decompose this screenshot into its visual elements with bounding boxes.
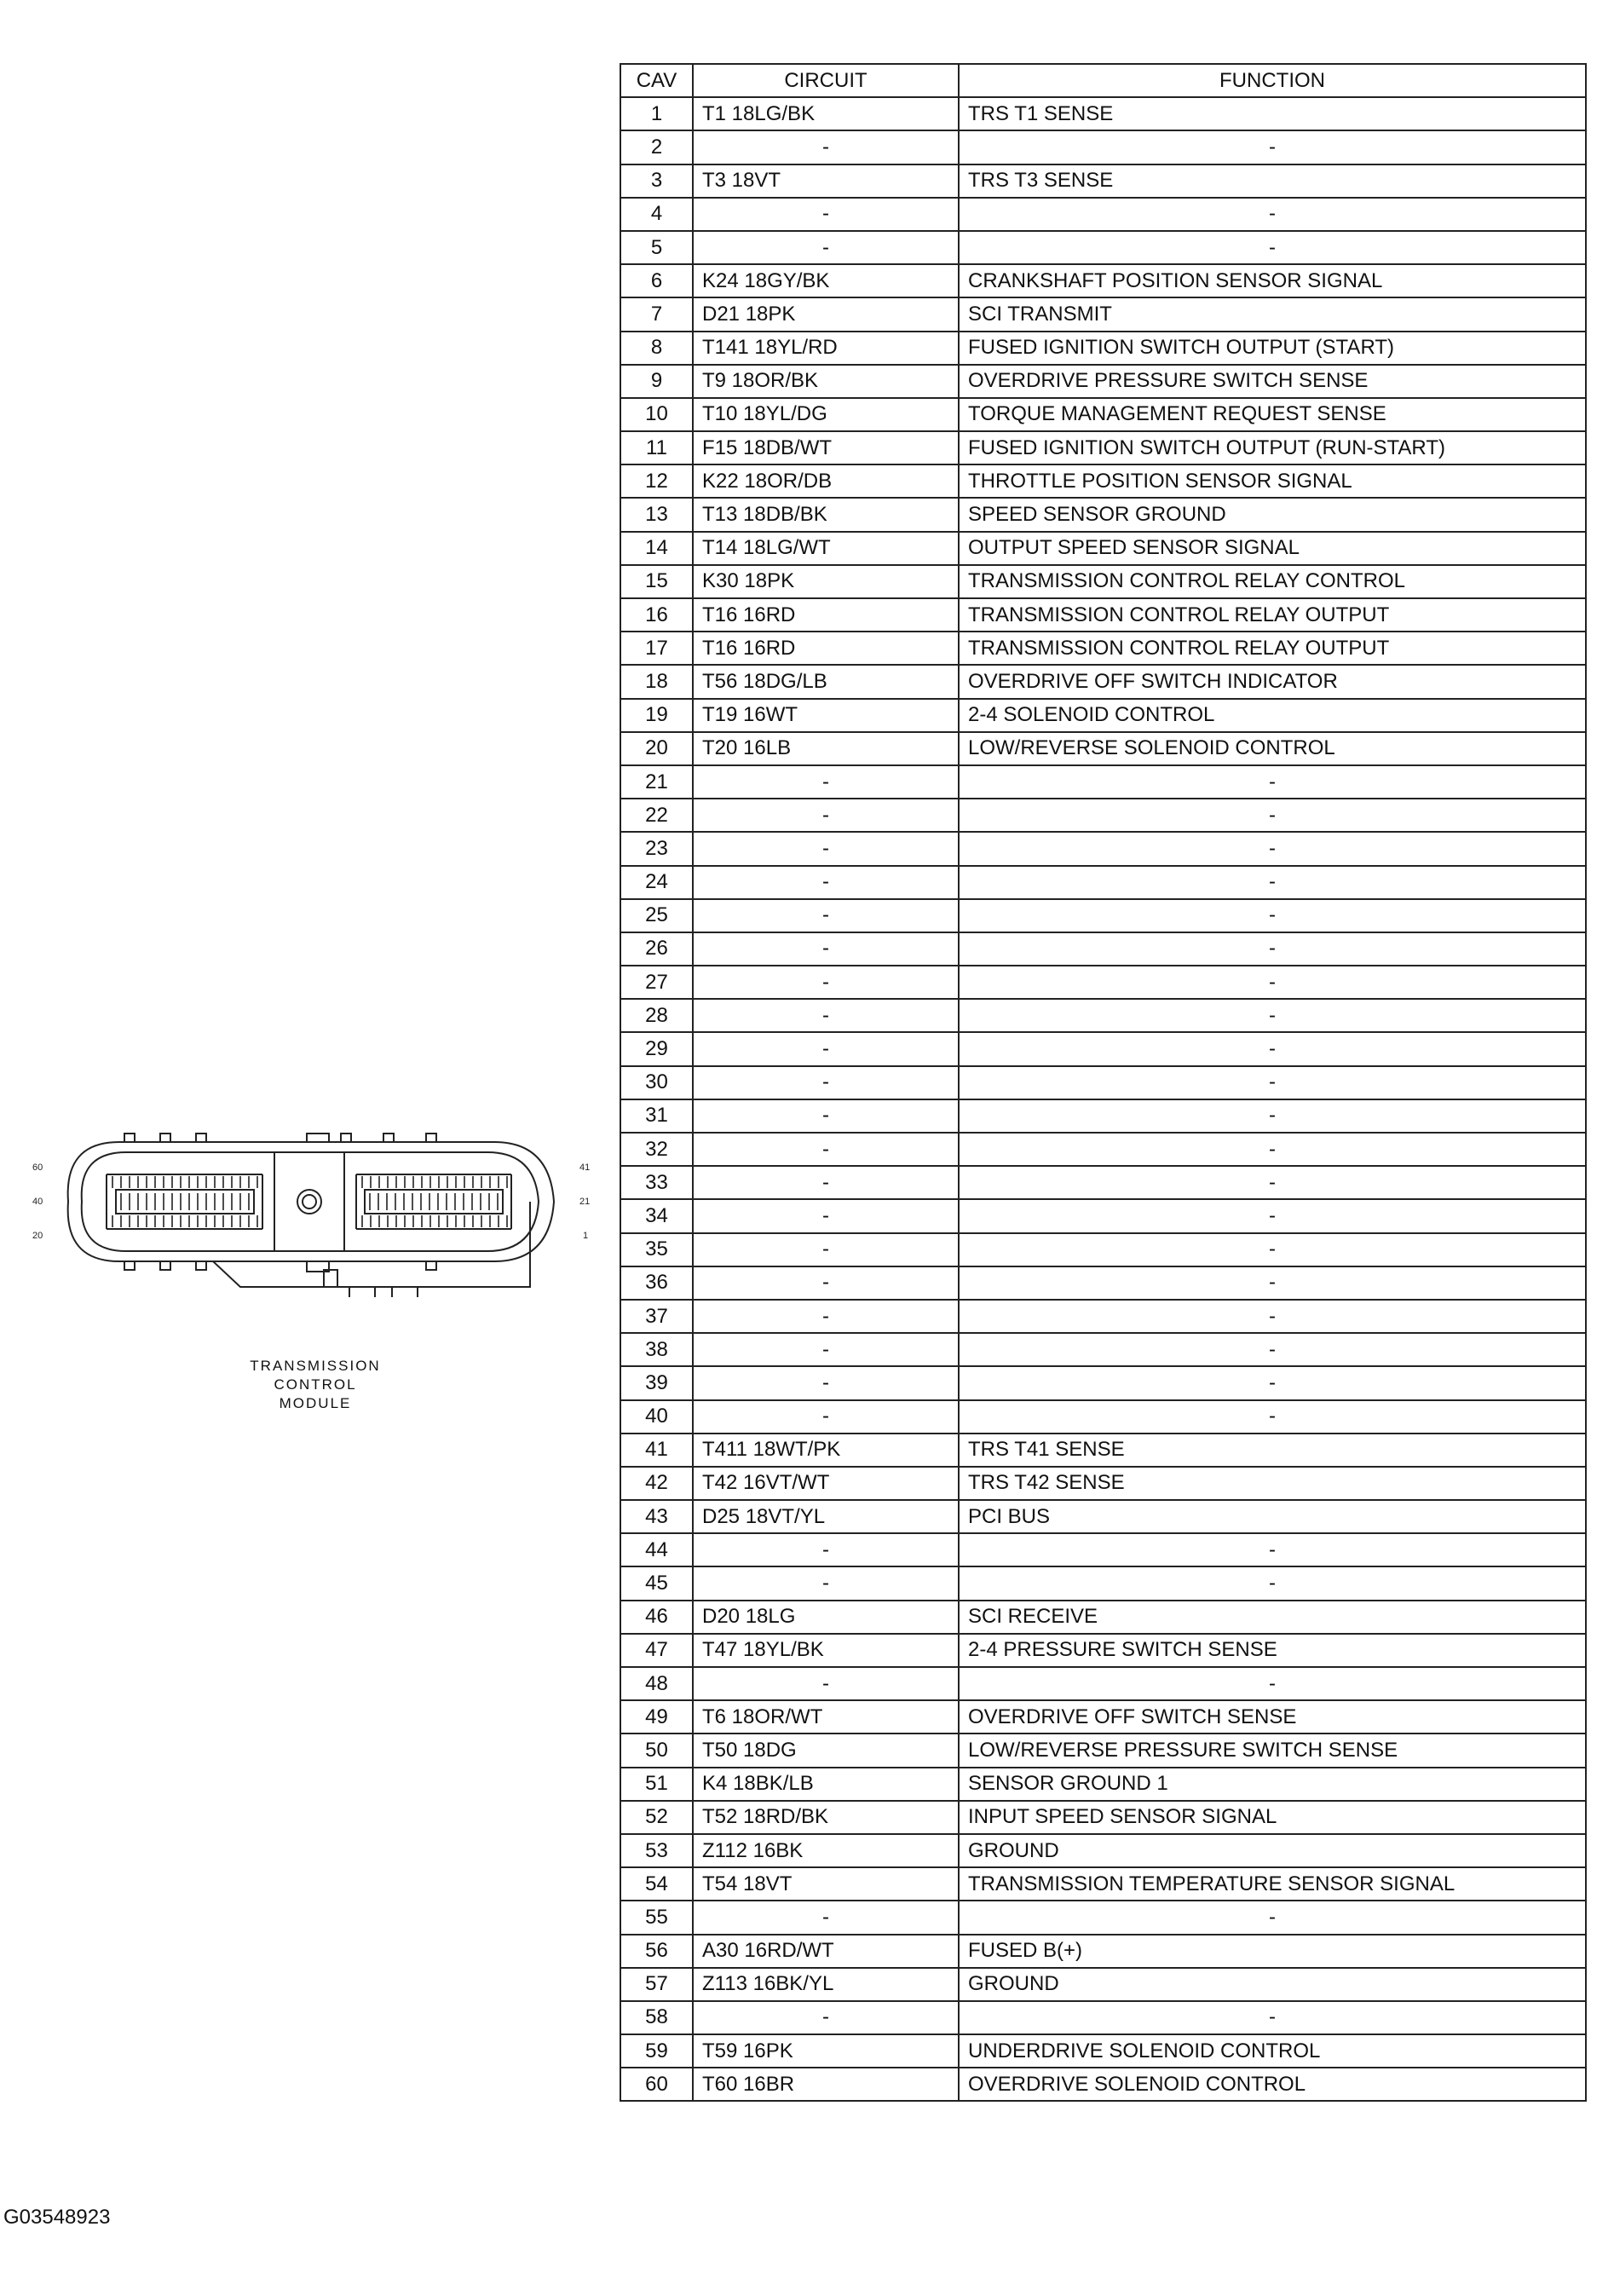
cav-cell: 13	[620, 498, 693, 531]
function-cell: -	[959, 1400, 1586, 1434]
circuit-cell: -	[693, 765, 959, 799]
circuit-cell: T54 18VT	[693, 1867, 959, 1901]
table-row	[620, 932, 1586, 966]
table-row	[620, 1500, 1586, 1533]
table-row	[620, 431, 1586, 464]
circuit-cell: -	[693, 2001, 959, 2034]
function-cell: FUSED B(+)	[959, 1935, 1586, 1968]
cav-cell: 22	[620, 799, 693, 832]
circuit-cell: -	[693, 231, 959, 264]
circuit-cell: -	[693, 1233, 959, 1266]
cavity-row-right-middle	[365, 1190, 503, 1214]
function-cell: -	[959, 966, 1586, 999]
circuit-cell: T20 16LB	[693, 732, 959, 765]
circuit-cell: -	[693, 1166, 959, 1199]
table-row	[620, 198, 1586, 231]
function-cell: TRANSMISSION CONTROL RELAY OUTPUT	[959, 598, 1586, 632]
circuit-cell: -	[693, 866, 959, 899]
circuit-cell: D20 18LG	[693, 1601, 959, 1634]
table-row	[620, 1166, 1586, 1199]
cav-cell: 59	[620, 2034, 693, 2068]
table-row	[620, 1199, 1586, 1232]
function-cell: SCI TRANSMIT	[959, 297, 1586, 331]
circuit-cell: T13 18DB/BK	[693, 498, 959, 531]
table-row	[620, 832, 1586, 865]
connector-pinout-table	[620, 63, 1587, 2102]
pin-label-right-top: 41	[579, 1162, 591, 1173]
pin-label-right-bottom: 1	[583, 1231, 589, 1241]
function-cell: INPUT SPEED SENSOR SIGNAL	[959, 1801, 1586, 1834]
cav-cell: 12	[620, 464, 693, 498]
function-cell: -	[959, 765, 1586, 799]
table-row	[620, 899, 1586, 932]
table-row	[620, 398, 1586, 431]
header-cav: CAV	[620, 64, 693, 97]
cav-cell: 41	[620, 1434, 693, 1467]
function-cell: TRS T1 SENSE	[959, 97, 1586, 130]
cav-cell: 5	[620, 231, 693, 264]
cav-cell: 30	[620, 1066, 693, 1099]
table-row	[620, 999, 1586, 1032]
function-cell: -	[959, 1533, 1586, 1566]
function-cell: -	[959, 866, 1586, 899]
function-cell: FUSED IGNITION SWITCH OUTPUT (START)	[959, 332, 1586, 365]
table-row	[620, 1566, 1586, 1600]
function-cell: 2-4 SOLENOID CONTROL	[959, 699, 1586, 732]
circuit-cell: T3 18VT	[693, 164, 959, 198]
function-cell: -	[959, 1099, 1586, 1133]
table-row	[620, 1233, 1586, 1266]
cav-cell: 43	[620, 1500, 693, 1533]
circuit-cell: -	[693, 1266, 959, 1300]
cav-cell: 44	[620, 1533, 693, 1566]
cav-cell: 8	[620, 332, 693, 365]
function-cell: -	[959, 899, 1586, 932]
cav-cell: 54	[620, 1867, 693, 1901]
table-row	[620, 1099, 1586, 1133]
circuit-cell: -	[693, 1099, 959, 1133]
table-row	[620, 1434, 1586, 1467]
circuit-cell: T42 16VT/WT	[693, 1467, 959, 1500]
caption-line-1: TRANSMISSION	[250, 1358, 381, 1374]
circuit-cell: -	[693, 799, 959, 832]
table-row	[620, 2068, 1586, 2101]
connector-caption	[196, 1357, 435, 1413]
table-row	[620, 2034, 1586, 2068]
table-row	[620, 97, 1586, 130]
table-row	[620, 2001, 1586, 2034]
circuit-cell: T1 18LG/BK	[693, 97, 959, 130]
circuit-cell: -	[693, 1901, 959, 1934]
cav-cell: 51	[620, 1768, 693, 1801]
function-cell: -	[959, 999, 1586, 1032]
table-row	[620, 532, 1586, 565]
table-row	[620, 1366, 1586, 1399]
circuit-cell: T16 16RD	[693, 598, 959, 632]
function-cell: -	[959, 1032, 1586, 1065]
table-row	[620, 1667, 1586, 1700]
circuit-cell: T141 18YL/RD	[693, 332, 959, 365]
cav-cell: 57	[620, 1968, 693, 2001]
connector-center-bolt	[297, 1190, 321, 1214]
cav-cell: 33	[620, 1166, 693, 1199]
table-row	[620, 799, 1586, 832]
header-function: FUNCTION	[959, 64, 1586, 97]
cav-cell: 17	[620, 632, 693, 665]
table-row	[620, 1601, 1586, 1634]
cav-cell: 29	[620, 1032, 693, 1065]
table-row	[620, 130, 1586, 164]
circuit-cell: T60 16BR	[693, 2068, 959, 2101]
table-row	[620, 365, 1586, 398]
table-row	[620, 1867, 1586, 1901]
cav-cell: 46	[620, 1601, 693, 1634]
table-row	[620, 231, 1586, 264]
cav-cell: 18	[620, 665, 693, 698]
figure-id: G03548923	[3, 2206, 111, 2229]
function-cell: -	[959, 1266, 1586, 1300]
circuit-cell: -	[693, 1333, 959, 1366]
cav-cell: 40	[620, 1400, 693, 1434]
cav-cell: 4	[620, 198, 693, 231]
cav-cell: 24	[620, 866, 693, 899]
cav-cell: 10	[620, 398, 693, 431]
circuit-cell: -	[693, 1032, 959, 1065]
function-cell: PCI BUS	[959, 1500, 1586, 1533]
circuit-cell: A30 16RD/WT	[693, 1935, 959, 1968]
cav-cell: 25	[620, 899, 693, 932]
cav-cell: 23	[620, 832, 693, 865]
function-cell: -	[959, 1333, 1586, 1366]
function-cell: TRANSMISSION CONTROL RELAY OUTPUT	[959, 632, 1586, 665]
cav-cell: 19	[620, 699, 693, 732]
table-row	[620, 598, 1586, 632]
cav-cell: 38	[620, 1333, 693, 1366]
cav-cell: 45	[620, 1566, 693, 1600]
table-row	[620, 1467, 1586, 1500]
circuit-cell: K22 18OR/DB	[693, 464, 959, 498]
cav-cell: 60	[620, 2068, 693, 2101]
cav-cell: 53	[620, 1834, 693, 1867]
table-body	[620, 97, 1586, 2101]
function-cell: -	[959, 932, 1586, 966]
function-cell: TRS T3 SENSE	[959, 164, 1586, 198]
table-row	[620, 164, 1586, 198]
function-cell: SPEED SENSOR GROUND	[959, 498, 1586, 531]
cav-cell: 6	[620, 264, 693, 297]
cav-cell: 36	[620, 1266, 693, 1300]
circuit-cell: T50 18DG	[693, 1734, 959, 1767]
function-cell: TRANSMISSION CONTROL RELAY CONTROL	[959, 565, 1586, 598]
cav-cell: 7	[620, 297, 693, 331]
circuit-cell: T411 18WT/PK	[693, 1434, 959, 1467]
function-cell: LOW/REVERSE PRESSURE SWITCH SENSE	[959, 1734, 1586, 1767]
cav-cell: 28	[620, 999, 693, 1032]
circuit-cell: Z112 16BK	[693, 1834, 959, 1867]
table-row	[620, 332, 1586, 365]
function-cell: -	[959, 1901, 1586, 1934]
cav-cell: 48	[620, 1667, 693, 1700]
circuit-cell: -	[693, 832, 959, 865]
function-cell: -	[959, 1300, 1586, 1333]
cav-cell: 37	[620, 1300, 693, 1333]
connector-inner-shell	[82, 1152, 539, 1251]
header-circuit: CIRCUIT	[693, 64, 959, 97]
cav-cell: 31	[620, 1099, 693, 1133]
cav-cell: 11	[620, 431, 693, 464]
circuit-cell: T14 18LG/WT	[693, 532, 959, 565]
circuit-cell: -	[693, 1300, 959, 1333]
cav-cell: 55	[620, 1901, 693, 1934]
table-row	[620, 1300, 1586, 1333]
table-row	[620, 1634, 1586, 1667]
circuit-cell: -	[693, 1133, 959, 1166]
cav-cell: 47	[620, 1634, 693, 1667]
function-cell: SCI RECEIVE	[959, 1601, 1586, 1634]
circuit-cell: K24 18GY/BK	[693, 264, 959, 297]
connector-diagram	[17, 1116, 605, 1355]
table-row	[620, 1935, 1586, 1968]
function-cell: TORQUE MANAGEMENT REQUEST SENSE	[959, 398, 1586, 431]
function-cell: -	[959, 198, 1586, 231]
circuit-cell: T52 18RD/BK	[693, 1801, 959, 1834]
table-row	[620, 1901, 1586, 1934]
cav-cell: 14	[620, 532, 693, 565]
circuit-cell: -	[693, 1400, 959, 1434]
function-cell: OVERDRIVE OFF SWITCH SENSE	[959, 1700, 1586, 1734]
circuit-cell: -	[693, 966, 959, 999]
caption-line-2: CONTROL	[274, 1376, 357, 1393]
cav-cell: 16	[620, 598, 693, 632]
function-cell: OVERDRIVE PRESSURE SWITCH SENSE	[959, 365, 1586, 398]
circuit-cell: T9 18OR/BK	[693, 365, 959, 398]
function-cell: THROTTLE POSITION SENSOR SIGNAL	[959, 464, 1586, 498]
function-cell: TRS T42 SENSE	[959, 1467, 1586, 1500]
circuit-cell: -	[693, 198, 959, 231]
function-cell: OVERDRIVE OFF SWITCH INDICATOR	[959, 665, 1586, 698]
cav-cell: 58	[620, 2001, 693, 2034]
pin-label-right-middle: 21	[579, 1197, 591, 1207]
circuit-cell: F15 18DB/WT	[693, 431, 959, 464]
function-cell: 2-4 PRESSURE SWITCH SENSE	[959, 1634, 1586, 1667]
cav-cell: 2	[620, 130, 693, 164]
cav-cell: 52	[620, 1801, 693, 1834]
circuit-cell: -	[693, 899, 959, 932]
table-row	[620, 699, 1586, 732]
function-cell: -	[959, 1566, 1586, 1600]
function-cell: GROUND	[959, 1834, 1586, 1867]
cav-cell: 20	[620, 732, 693, 765]
function-cell: UNDERDRIVE SOLENOID CONTROL	[959, 2034, 1586, 2068]
table-row	[620, 297, 1586, 331]
function-cell: -	[959, 1133, 1586, 1166]
cav-cell: 34	[620, 1199, 693, 1232]
pin-label-left-middle: 40	[32, 1197, 43, 1207]
function-cell: TRS T41 SENSE	[959, 1434, 1586, 1467]
circuit-cell: T16 16RD	[693, 632, 959, 665]
function-cell: -	[959, 1199, 1586, 1232]
function-cell: SENSOR GROUND 1	[959, 1768, 1586, 1801]
circuit-cell: -	[693, 1366, 959, 1399]
cav-cell: 3	[620, 164, 693, 198]
function-cell: -	[959, 1166, 1586, 1199]
pin-label-left-bottom: 20	[32, 1231, 43, 1241]
cav-cell: 9	[620, 365, 693, 398]
caption-line-3: MODULE	[279, 1395, 352, 1411]
cav-cell: 26	[620, 932, 693, 966]
function-cell: GROUND	[959, 1968, 1586, 2001]
cav-cell: 32	[620, 1133, 693, 1166]
table-row	[620, 1700, 1586, 1734]
circuit-cell: -	[693, 1533, 959, 1566]
circuit-cell: T19 16WT	[693, 699, 959, 732]
table-row	[620, 765, 1586, 799]
circuit-cell: -	[693, 1066, 959, 1099]
circuit-cell: T47 18YL/BK	[693, 1634, 959, 1667]
cav-cell: 56	[620, 1935, 693, 1968]
cav-cell: 39	[620, 1366, 693, 1399]
circuit-cell: T56 18DG/LB	[693, 665, 959, 698]
circuit-cell: T10 18YL/DG	[693, 398, 959, 431]
function-cell: TRANSMISSION TEMPERATURE SENSOR SIGNAL	[959, 1867, 1586, 1901]
function-cell: -	[959, 231, 1586, 264]
circuit-cell: Z113 16BK/YL	[693, 1968, 959, 2001]
table-row	[620, 665, 1586, 698]
table-row	[620, 1032, 1586, 1065]
function-cell: -	[959, 1366, 1586, 1399]
function-cell: LOW/REVERSE SOLENOID CONTROL	[959, 732, 1586, 765]
circuit-cell: K4 18BK/LB	[693, 1768, 959, 1801]
table-row	[620, 1968, 1586, 2001]
function-cell: -	[959, 130, 1586, 164]
cav-cell: 15	[620, 565, 693, 598]
circuit-cell: -	[693, 999, 959, 1032]
table-row	[620, 1801, 1586, 1834]
function-cell: OVERDRIVE SOLENOID CONTROL	[959, 2068, 1586, 2101]
table-row	[620, 1266, 1586, 1300]
function-cell: -	[959, 832, 1586, 865]
cav-cell: 50	[620, 1734, 693, 1767]
table-row	[620, 1834, 1586, 1867]
cav-cell: 35	[620, 1233, 693, 1266]
table-header-row	[620, 64, 1586, 97]
table-row	[620, 966, 1586, 999]
table-row	[620, 565, 1586, 598]
table-row	[620, 866, 1586, 899]
circuit-cell: -	[693, 932, 959, 966]
function-cell: OUTPUT SPEED SENSOR SIGNAL	[959, 532, 1586, 565]
cavity-row-left-middle	[116, 1190, 254, 1214]
function-cell: -	[959, 1667, 1586, 1700]
table-row	[620, 264, 1586, 297]
table-row	[620, 1400, 1586, 1434]
table-row	[620, 1734, 1586, 1767]
function-cell: CRANKSHAFT POSITION SENSOR SIGNAL	[959, 264, 1586, 297]
circuit-cell: K30 18PK	[693, 565, 959, 598]
function-cell: -	[959, 799, 1586, 832]
cav-cell: 27	[620, 966, 693, 999]
function-cell: -	[959, 2001, 1586, 2034]
table-row	[620, 1066, 1586, 1099]
table-row	[620, 632, 1586, 665]
function-cell: -	[959, 1233, 1586, 1266]
cav-cell: 42	[620, 1467, 693, 1500]
circuit-cell: -	[693, 1566, 959, 1600]
table-row	[620, 1533, 1586, 1566]
circuit-cell: -	[693, 1199, 959, 1232]
circuit-cell: -	[693, 1667, 959, 1700]
connector-center-latch	[274, 1152, 344, 1251]
table-row	[620, 498, 1586, 531]
circuit-cell: T6 18OR/WT	[693, 1700, 959, 1734]
cav-cell: 1	[620, 97, 693, 130]
table-row	[620, 1768, 1586, 1801]
cav-cell: 21	[620, 765, 693, 799]
pin-label-left-top: 60	[32, 1162, 43, 1173]
circuit-cell: D25 18VT/YL	[693, 1500, 959, 1533]
function-cell: -	[959, 1066, 1586, 1099]
circuit-cell: T59 16PK	[693, 2034, 959, 2068]
circuit-cell: -	[693, 130, 959, 164]
cav-cell: 49	[620, 1700, 693, 1734]
table-row	[620, 1133, 1586, 1166]
circuit-cell: D21 18PK	[693, 297, 959, 331]
table-row	[620, 732, 1586, 765]
table-row	[620, 1333, 1586, 1366]
table-row	[620, 464, 1586, 498]
function-cell: FUSED IGNITION SWITCH OUTPUT (RUN-START)	[959, 431, 1586, 464]
